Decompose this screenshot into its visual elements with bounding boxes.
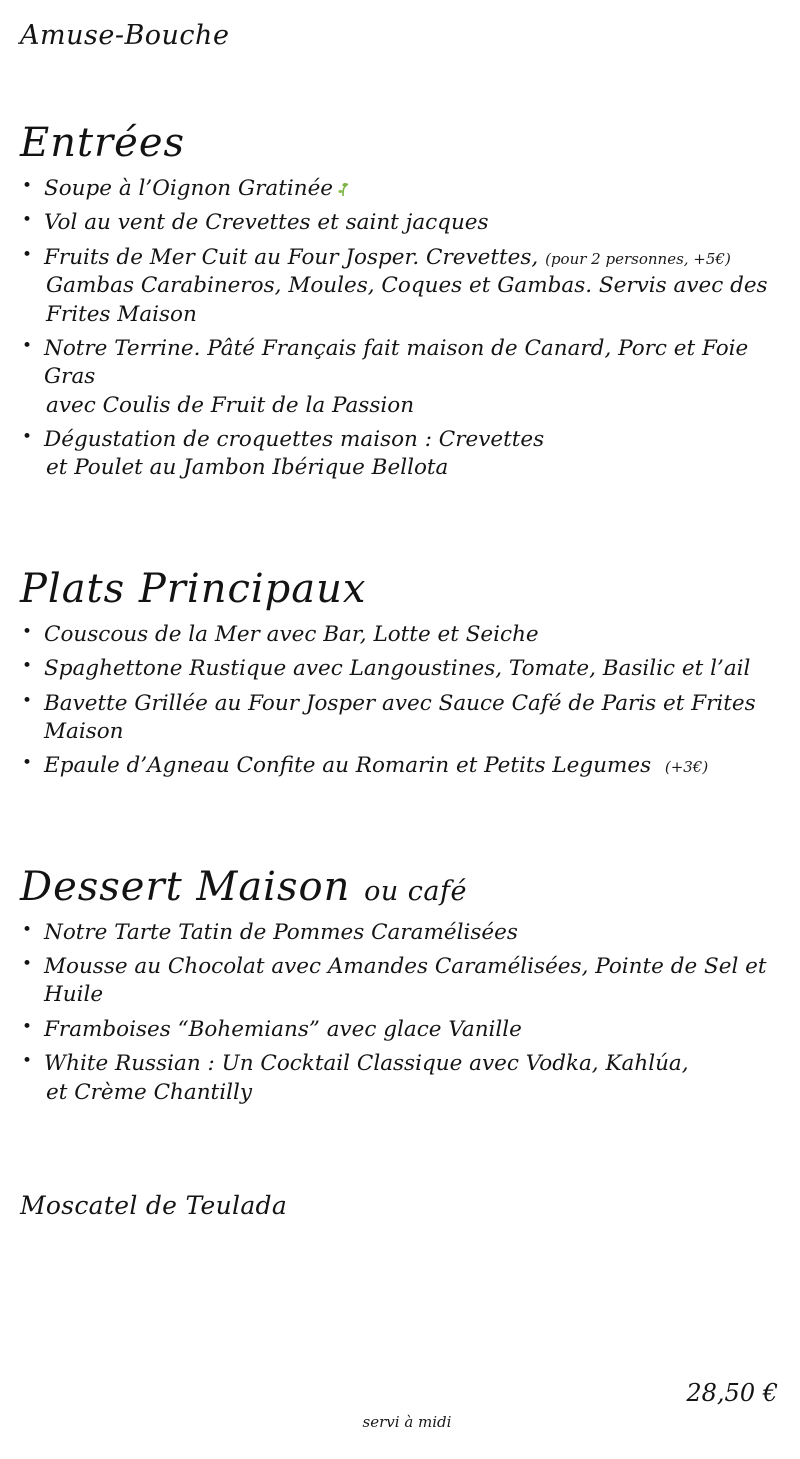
item-second-line: et Poulet au Jambon Ibérique Bellota <box>46 455 449 481</box>
list-item <box>14 335 782 420</box>
item-text: Notre Terrine. Pâté Français fait maison de Canard, Porc et Foie Gras <box>44 335 749 390</box>
item-text: Mousse au Chocolat avec Amandes Caramélisées, Pointe de Sel et Huile <box>44 954 767 1008</box>
wine-line: Moscatel de Teulada <box>20 1190 288 1220</box>
section-dessert-maison <box>14 865 782 1107</box>
spacer <box>14 489 782 567</box>
item-note: (pour 2 personnes, +5€) <box>545 249 731 268</box>
item-second-line: Gambas Carabineros, Moules, Coques et Gambas. Servis avec des Frites Maison <box>46 273 768 327</box>
section-title <box>20 865 782 909</box>
spacer <box>14 1113 782 1191</box>
list-item <box>14 752 782 780</box>
section-item-list <box>14 175 782 483</box>
item-text: White Russian : Un Cocktail Classique avec Vodka, Kahlúa, <box>44 1051 689 1077</box>
list-item <box>14 1050 782 1107</box>
list-item <box>14 919 782 947</box>
list-item <box>14 209 782 237</box>
item-text: Notre Tarte Tatin de Pommes Caramélisées <box>44 919 518 945</box>
spacer <box>14 787 782 865</box>
item-text: Bavette Grillée au Four Josper avec Sauce Café de Paris et Frites Maison <box>44 690 756 744</box>
item-text: Framboises “Bohemians” avec glace Vanille <box>44 1016 522 1042</box>
section-title <box>20 567 782 611</box>
item-second-line: avec Coulis de Fruit de la Passion <box>46 392 415 418</box>
list-item <box>14 655 782 683</box>
item-text: Spaghettone Rustique avec Langoustines, Tomate, Basilic et l’ail <box>44 656 751 682</box>
section-subtitle: ou café <box>364 875 467 907</box>
list-item <box>14 244 782 329</box>
section-plats-principaux <box>14 567 782 781</box>
item-second-line: et Crème Chantilly <box>46 1079 252 1105</box>
item-text: Vol au vent de Crevettes et saint jacques <box>44 210 489 236</box>
section-item-list <box>14 621 782 781</box>
list-item <box>14 690 782 747</box>
section-title <box>20 121 782 165</box>
section-item-list <box>14 919 782 1107</box>
price: 28,50 € <box>686 1379 778 1407</box>
item-text: Fruits de Mer Cuit au Four Josper. Crevettes, <box>44 244 539 270</box>
section-title-text: Entrées <box>20 120 186 166</box>
list-item <box>14 1016 782 1044</box>
menu-footer <box>0 1379 800 1435</box>
item-text: Dégustation de croquettes maison : Crevettes <box>44 427 545 452</box>
item-text: Epaule d’Agneau Confite au Romarin et Petits Legumes <box>44 753 652 779</box>
item-text: Soupe à l’Oignon Gratinée <box>44 176 334 201</box>
section-title-text: Plats Principaux <box>20 565 367 612</box>
section-entrees <box>14 121 782 483</box>
served-note: servi à midi <box>362 1413 452 1431</box>
list-item <box>14 953 782 1010</box>
section-title-text: Dessert Maison <box>20 863 351 910</box>
list-item <box>14 621 782 649</box>
sprout-icon <box>334 177 352 193</box>
item-text: Couscous de la Mer avec Bar, Lotte et Seiche <box>44 621 539 647</box>
list-item <box>14 426 782 483</box>
list-item <box>14 175 782 203</box>
spacer <box>14 51 782 121</box>
item-note: (+3€) <box>664 758 709 777</box>
amuse-bouche-heading: Amuse-Bouche <box>20 20 230 51</box>
